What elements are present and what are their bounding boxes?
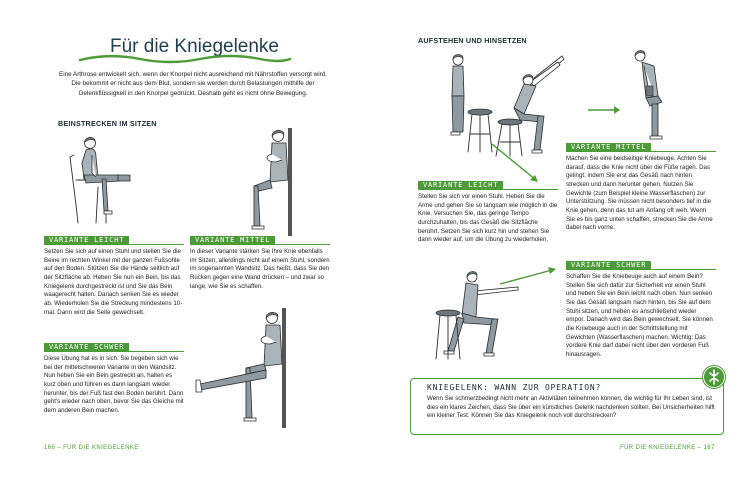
intro-text: Eine Arthrose entwickelt sich, wenn der Knorpel nicht ausreichend mit Nährstoffen versorgt wird. Die bekommt er nicht aus dem Blut, sondern sie werden durch Belastungen mithilfe der Gelenkflüssigkeit in den Knorpel gedrückt. Deshalb geht es nicht ohne Bewegung. bbox=[59, 71, 327, 97]
text-variante-leicht-left: Setzen Sie sich auf einen Stuhl und stellen Sie die Beine im rechten Winkel mit der ganzen Fußsohle auf den Boden. Stützen Sie die Hände seitlich auf der Sitzfläche ab. Heben Sie nun ein Bein, bis das Kniegelenk durchgestreckt ist und Sie das Bein waagerecht halten. Danach senken Sie es wieder ab. Wiederholen Sie die Streckung mindestens 10-mal. Dann wird die Seite gewechselt. bbox=[44, 248, 183, 316]
arrow-to-leicht bbox=[486, 140, 546, 190]
text-variante-mittel-right: Machen Sie eine beidseitige Kniebeuge. Achten Sie darauf, dass die Knie nicht über die Füße ragen. Das gelingt, indem Sie erst das Gesäß nach hinten strecken und dann herunter gehen. Nutzen Sie Gewichte (zum Beispiel kleine Wasserflaschen) zur Unterstützung. Sie müssen nicht besonders tief in die Knie gehen, denn das tut am Anfang oft weh. Wenn Sie es bis ganz unten schaffen, strecken Sie die Arme dabei nach vorne. bbox=[566, 155, 713, 232]
footer-left: 166 – FÜR DIE KNIEGELENKE bbox=[44, 445, 139, 451]
text-variante-schwer-right: Schaffen Sie die Kniebeuge auch auf einem Bein? Stellen Sie sich dafür zur Sicherheit vor einen Stuhl und heben Sie ein Bein leicht nach oben. Nun senken Sie das Gesäß langsam nach hinten, bis Sie auf dem Stuhl sitzen, und heben es anschließend wieder empor. Danach wird das Bein gewechselt. Sie können die Kniebeuge auch in der Schrittstellung mit Gewichten (Wasserflaschen) machen. Wichtig: Das vordere Knie darf dabei nicht über den vorderen Fuß hinausragen. bbox=[566, 273, 713, 358]
tag-rule bbox=[566, 269, 716, 270]
illustration-wall-sit bbox=[240, 128, 300, 238]
text-variante-leicht-right: Stellen Sie sich vor einen Stuhl. Heben Sie die Arme und gehen Sie so langsam wie möglich in die Knie. Versuchen Sie, das geringe Tempo durchzuhalten, bis das Gesäß die Sitzfläche berührt. Setzen Sie sich kurz hin und stehen Sie dann wieder auf, um die Übung zu wiederholen. bbox=[418, 193, 558, 244]
section-title-stand-sit: AUFSTEHEN UND HINSETZEN bbox=[418, 36, 527, 45]
tag-variante-schwer-left: VARIANTE SCHWER bbox=[44, 343, 129, 352]
tag-variante-leicht-right: VARIANTE LEICHT bbox=[418, 181, 503, 190]
section-title-seated: BEINSTRECKEN IM SITZEN bbox=[58, 119, 157, 128]
tag-variante-mittel-left: VARIANTE MITTEL bbox=[190, 236, 275, 245]
wave-underline bbox=[80, 54, 290, 64]
illustration-seated-chair bbox=[62, 135, 132, 225]
info-box-text: Wenn Sie schmerzbedingt nicht mehr an Aktivitäten teilnehmen können, die wichtig für Ihr Leben sind, ist dies ein klares Zeichen, dass Sie über ein künstliches Gelenk nachdenken sollten. Bei Unsicherheiten hilft ein kleiner Test: Können Sie das Kniegelenk noch voll durchstrecken? bbox=[427, 395, 715, 420]
arrow-to-mittel bbox=[586, 100, 626, 120]
text-variante-mittel-left: In dieser Variante stärken Sie Ihre Knie ebenfalls im Sitzen, allerdings nicht auf einem Stuhl, sondern im sogenannten Wandsitz. Das heißt, dass Sie den Rücken gegen eine Wand drücken – und zwar so lange, wie Sie es schaffen. bbox=[190, 248, 330, 290]
footer-right: FÜR DIE KNIEGELENKE – 167 bbox=[620, 445, 715, 451]
tag-variante-mittel-right: VARIANTE MITTEL bbox=[566, 143, 651, 152]
tag-rule bbox=[44, 244, 184, 245]
tag-variante-leicht-left: VARIANTE LEICHT bbox=[44, 236, 129, 245]
text-variante-schwer-left: Diese Übung hat es in sich: Sie begeben sich wie bei der mittelschweren Variante in den Wandsitz. Nun heben Sie ein Bein gestreckt an, halten es kurz oben und führen es dann langsam wieder herunter, bis der Fuß fast den Boden berührt. Dann geht's wieder nach oben, bevor Sie das Gleiche mit dem anderen Bein machen. bbox=[44, 355, 184, 414]
illustration-squat-with-weights bbox=[628, 48, 688, 148]
tag-rule bbox=[566, 151, 716, 152]
illustration-wall-sit-leg-raise bbox=[196, 308, 306, 433]
tag-rule bbox=[44, 351, 184, 352]
illustration-squat-arms-forward bbox=[422, 255, 532, 365]
page-title-left: Für die Kniegelenke bbox=[110, 36, 279, 57]
tag-variante-schwer-right: VARIANTE SCHWER bbox=[566, 261, 651, 270]
info-box-title: KNIEGELENK: WANN ZUR OPERATION? bbox=[427, 383, 602, 392]
knee-badge-icon bbox=[703, 366, 725, 388]
tag-rule bbox=[190, 244, 330, 245]
